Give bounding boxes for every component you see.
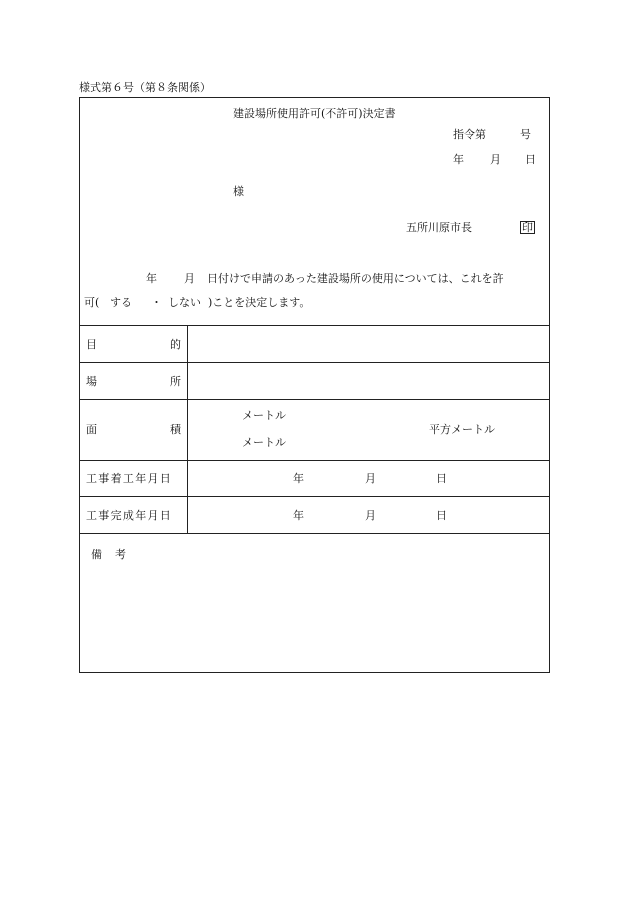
row-divider (80, 399, 549, 400)
end-date-year: 年 (293, 509, 304, 522)
body-year: 年 (146, 272, 157, 285)
purpose-label-2: 的 (170, 338, 181, 351)
issuer-name: 五所川原市長 (406, 221, 472, 234)
end-date-label: 工事完成年月日 (86, 509, 173, 522)
body-line2-end: )ことを決定します。 (208, 296, 311, 309)
seal-mark: 印 (522, 221, 533, 234)
permit-decision-form (79, 97, 550, 673)
doc-number-suffix: 号 (520, 128, 531, 141)
body-line2-start: 可( (84, 296, 100, 309)
row-divider (80, 362, 549, 363)
area-label-1: 面 (86, 423, 97, 436)
end-date-day: 日 (436, 509, 447, 522)
recipient-honorific: 様 (233, 185, 244, 198)
option-yes: する (110, 296, 132, 309)
start-date-year: 年 (293, 472, 304, 485)
end-date-month: 月 (365, 509, 376, 522)
body-line1: 日付けで申請のあった建設場所の使用については、これを許 (207, 272, 504, 285)
place-label-1: 場 (86, 375, 97, 388)
label-column-divider (187, 325, 188, 533)
start-date-label: 工事着工年月日 (86, 472, 173, 485)
option-separator: ・ (151, 296, 162, 309)
area-unit-length-1: メートル (242, 409, 286, 422)
remarks-label-1: 備 (91, 548, 102, 561)
area-unit-square: 平方メートル (429, 423, 495, 436)
remarks-label-2: 考 (115, 548, 126, 561)
start-date-day: 日 (436, 472, 447, 485)
row-divider (80, 496, 549, 497)
area-label-2: 積 (170, 423, 181, 436)
purpose-label-1: 目 (86, 338, 97, 351)
form-number-label: 様式第６号（第８条関係） (79, 81, 211, 94)
issue-date-year: 年 (453, 153, 464, 166)
table-top-rule (80, 325, 549, 326)
place-label-2: 所 (170, 375, 181, 388)
row-divider (80, 533, 549, 534)
doc-number-prefix: 指令第 (453, 128, 486, 141)
row-divider (80, 460, 549, 461)
area-unit-length-2: メートル (242, 436, 286, 449)
option-no: しない (168, 296, 201, 309)
body-month: 月 (184, 272, 195, 285)
issue-date-day: 日 (525, 153, 536, 166)
document-title: 建設場所使用許可(不許可)決定書 (233, 107, 396, 120)
start-date-month: 月 (365, 472, 376, 485)
issue-date-month: 月 (490, 153, 501, 166)
